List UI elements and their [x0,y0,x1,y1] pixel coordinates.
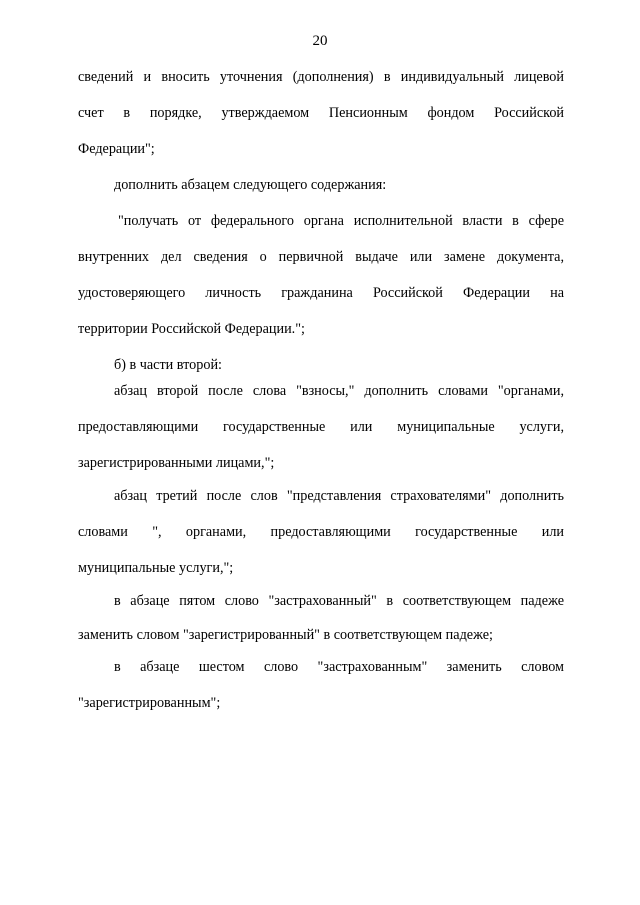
text-line: абзац третий после слов "представления страхователями" дополнить [114,488,564,504]
text-line: счет в порядке, утверждаемом Пенсионным фондом Российской [78,105,564,121]
text-line: территории Российской Федерации."; [78,321,305,337]
text-line: муниципальные услуги,"; [78,560,234,576]
text-line: б) в части второй: [114,357,222,373]
text-line: "получать от федерального органа исполнительной власти в сфере [118,213,564,229]
text-line: в абзаце шестом слово "застрахованным" заменить словом [114,659,564,675]
text-line: Федерации"; [78,141,155,157]
text-line: дополнить абзацем следующего содержания: [114,177,387,193]
text-line: словами ", органами, предоставляющими государственные или [78,524,564,540]
text-line: сведений и вносить уточнения (дополнения) в индивидуальный лицевой [78,69,564,85]
text-line: заменить словом "зарегистрированный" в соответствующем падеже; [78,627,493,643]
text-line: абзац второй после слова "взносы," дополнить словами "органами, [114,383,564,399]
text-line: в абзаце пятом слово "застрахованный" в соответствующем падеже [114,593,564,609]
text-line: "зарегистрированным"; [78,695,221,711]
text-line: внутренних дел сведения о первичной выдаче или замене документа, [78,249,564,265]
text-line: удостоверяющего личность гражданина Российской Федерации на [78,285,564,301]
page-number: 20 [312,33,328,49]
text-line: предоставляющими государственные или муниципальные услуги, [78,419,564,435]
text-line: зарегистрированными лицами,"; [78,455,275,471]
